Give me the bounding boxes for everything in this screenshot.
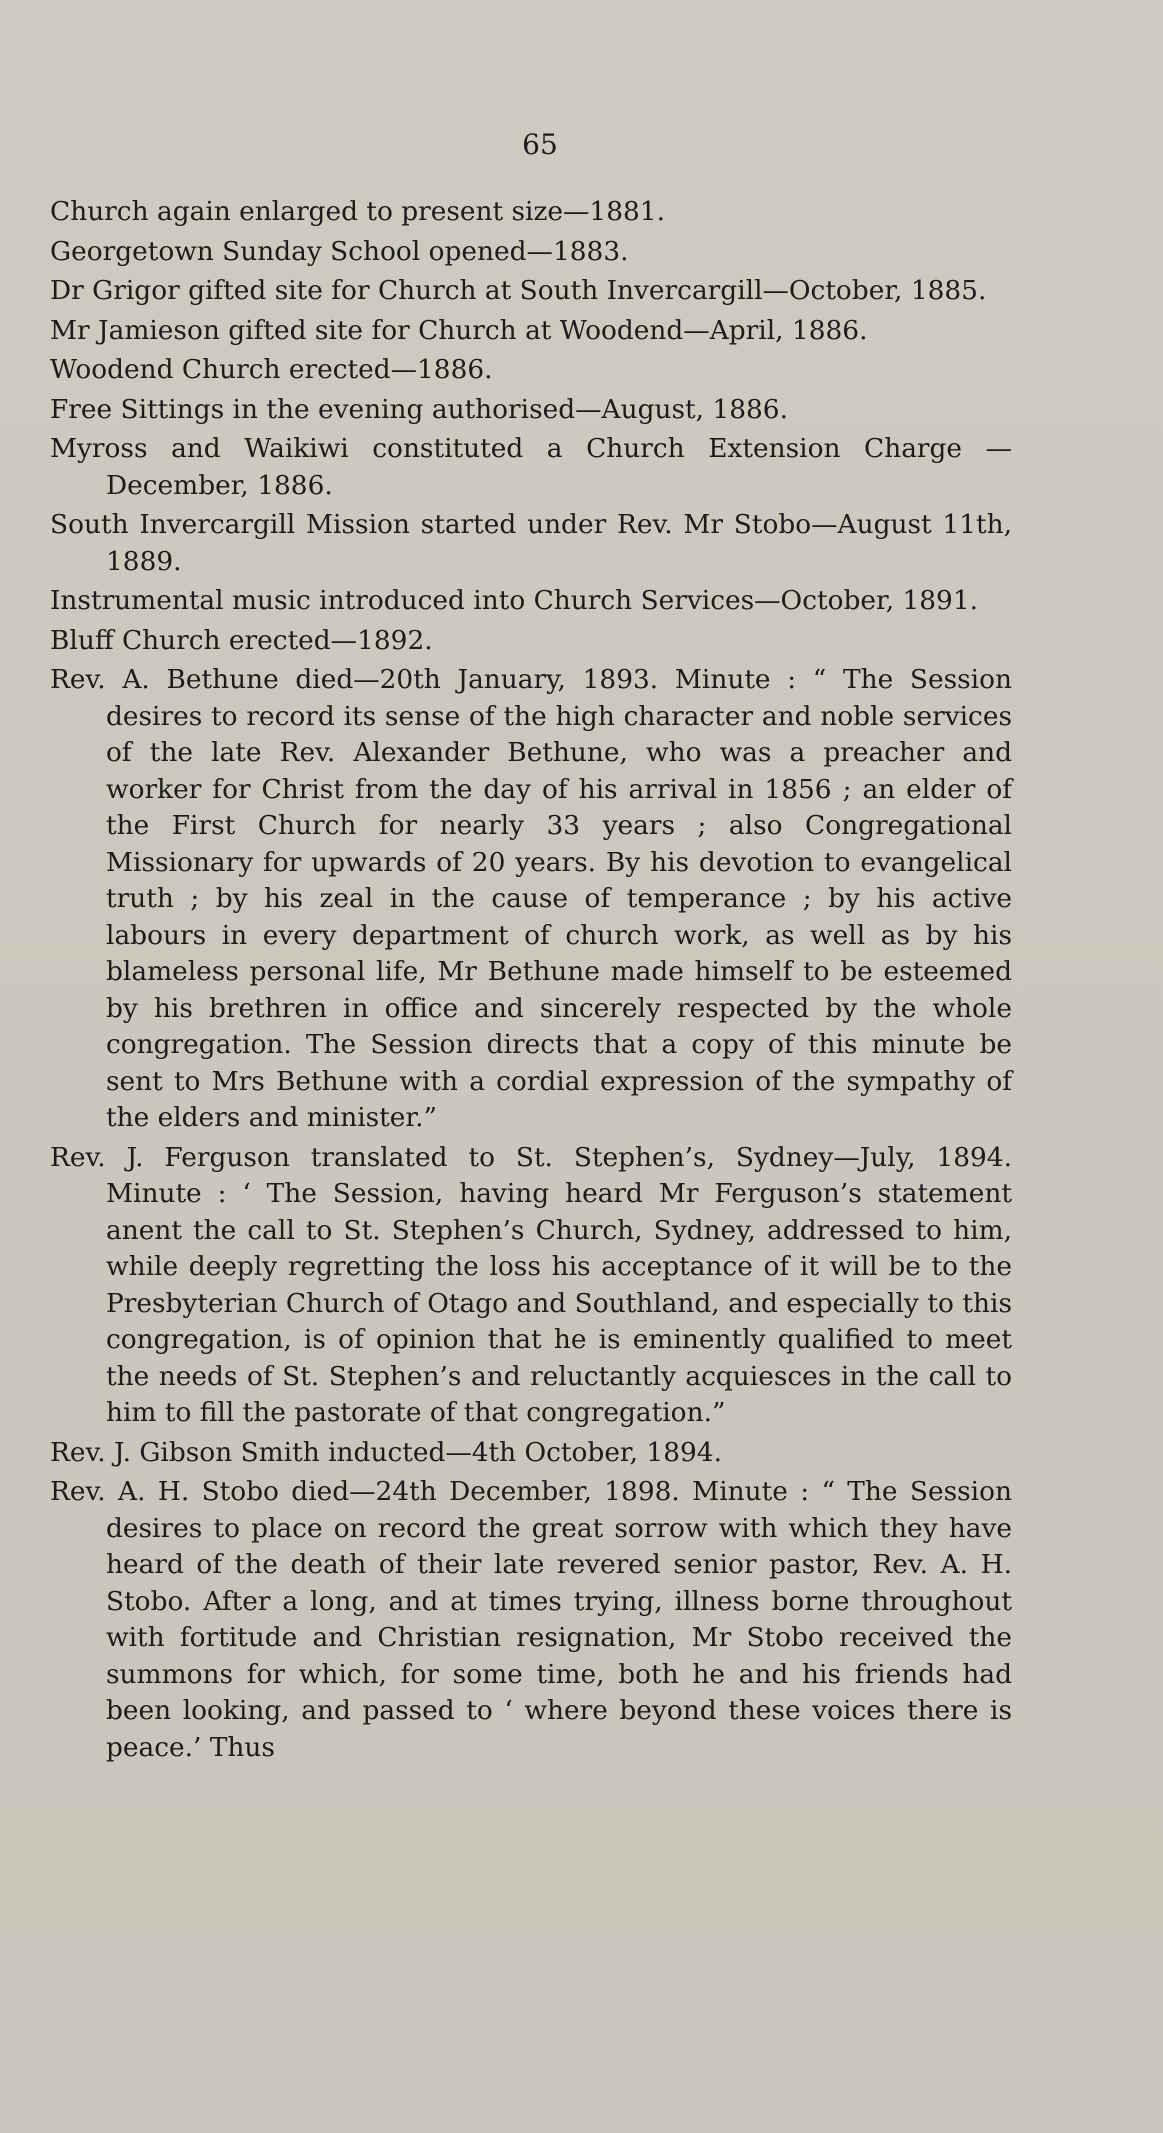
entry-woodend-church: Woodend Church erected—1886. (50, 354, 493, 385)
chronology-list (50, 194, 1012, 1769)
entry-gibson-smith: Rev. J. Gibson Smith inducted—4th October, 1894. (50, 1436, 722, 1468)
entry-stobo-minute: Rev. A. H. Stobo died—24th December, 1898. Minute : “ The Session desires to place on record the great sorrow with which they have heard of the death of their late revered senior pastor, Rev. A. H. Stobo. After a long, and at times trying, illness borne throughout with fortitude and Christian resignation, Mr Stobo received the summons for which, for some time, both he and his friends had been looking, and passed to ‘ where beyond these voices there is peace.’ Thus (50, 1476, 1012, 1763)
entry-free-sittings: Free Sittings in the evening authorised—August, 1886. (50, 393, 788, 425)
entry-south-invercargill-mission: South Invercargill Mission started under Rev. Mr Stobo—August 11th, 1889. (50, 509, 1012, 577)
entry-instrumental-music: Instrumental music introduced into Church Services—October, 1891. (50, 585, 979, 616)
entry-south-invercargill-site: Dr Grigor gifted site for Church at South Invercargill—October, 1885. (50, 275, 987, 306)
entry-georgetown-sunday-school: Georgetown Sunday School opened—1883. (50, 235, 629, 267)
entry-bluff-church: Bluff Church erected—1892. (50, 624, 433, 656)
entry-myross-waikiwi: Myross and Waikiwi constituted a Church Extension Charge — December, 1886. (50, 433, 1012, 501)
entry-woodend-site: Mr Jamieson gifted site for Church at Woodend—April, 1886. (50, 314, 868, 346)
entry-church-enlarged: Church again enlarged to present size—1881. (50, 196, 665, 227)
page-number: 65 (522, 128, 558, 161)
entry-bethune-minute: Rev. A. Bethune died—20th January, 1893. Minute : “ The Session desires to record its sense of the high character and noble services of the late Rev. Alexander Bethune, who was a preacher and worker for Christ from the day of his arrival in 1856 ; an elder of the First Church for nearly 33 years ; also Congregational Missionary for upwards of 20 years. By his devotion to evangelical truth ; by his zeal in the cause of temperance ; by his active labours in every department of church work, as well as by his blameless personal life, Mr Bethune made himself to be esteemed by his brethren in office and sincerely respected by the whole congregation. The Session directs that a copy of this minute be sent to Mrs Bethune with a cordial expression of the sympathy of the elders and minister.” (50, 664, 1012, 1133)
entry-ferguson-minute: Rev. J. Ferguson translated to St. Stephen’s, Sydney—July, 1894. Minute : ‘ The Session, having heard Mr Ferguson’s statement anent the call to St. Stephen’s Church, Sydney, addressed to him, while deeply regretting the loss his acceptance of it will be to the Presbyterian Church of Otago and Southland, and especially to this congregation, is of opinion that he is eminently qualified to meet the needs of St. Stephen’s and reluctantly acquiesces in the call to him to fill the pastorate of that congregation.” (50, 1141, 1012, 1428)
